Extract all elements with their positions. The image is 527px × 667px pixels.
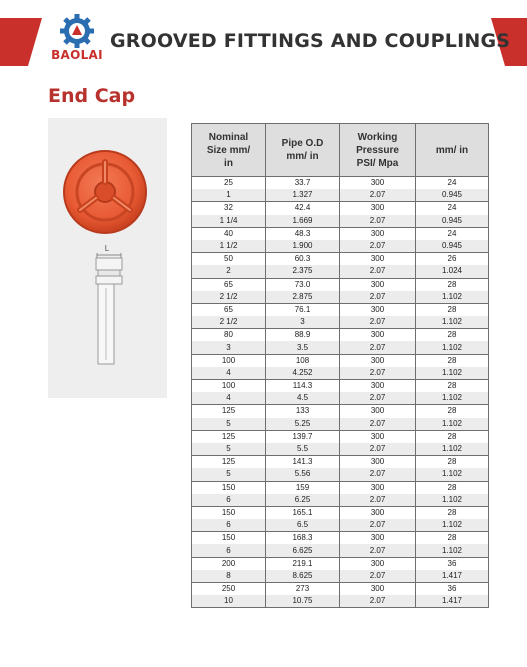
length-metric-cell: 28	[416, 456, 489, 469]
table-row-metric	[192, 354, 489, 367]
working-pressure-metric-cell: 300	[340, 506, 416, 519]
nominal-size-imperial-cell: 6	[192, 544, 266, 557]
length-metric-cell: 24	[416, 202, 489, 215]
nominal-size-imperial-cell: 5	[192, 418, 266, 431]
working-pressure-imperial-cell: 2.07	[340, 494, 416, 507]
working-pressure-imperial-cell: 2.07	[340, 595, 416, 608]
length-imperial-cell: 1.102	[416, 316, 489, 329]
nominal-size-imperial-cell: 6	[192, 494, 266, 507]
pipe-od-imperial-cell: 10.75	[266, 595, 340, 608]
nominal-size-imperial-cell: 6	[192, 519, 266, 532]
gear-icon	[50, 14, 104, 48]
length-imperial-cell: 1.024	[416, 265, 489, 278]
length-imperial-cell: 0.945	[416, 215, 489, 228]
table-row-imperial	[192, 392, 489, 405]
table-row-imperial	[192, 544, 489, 557]
working-pressure-imperial-cell: 2.07	[340, 418, 416, 431]
pipe-od-imperial-cell: 3.5	[266, 341, 340, 354]
pipe-od-imperial-cell: 4.252	[266, 367, 340, 380]
pipe-od-imperial-cell: 3	[266, 316, 340, 329]
table-row-metric	[192, 227, 489, 240]
length-imperial-cell: 0.945	[416, 189, 489, 202]
length-imperial-cell: 1.102	[416, 494, 489, 507]
working-pressure-metric-cell: 300	[340, 329, 416, 342]
nominal-size-metric-cell: 125	[192, 405, 266, 418]
table-row-imperial	[192, 443, 489, 456]
table-row-metric	[192, 532, 489, 545]
working-pressure-metric-cell: 300	[340, 380, 416, 393]
pipe-od-metric-cell: 219.1	[266, 557, 340, 570]
table-row-metric	[192, 380, 489, 393]
table-row-imperial	[192, 418, 489, 431]
working-pressure-metric-cell: 300	[340, 557, 416, 570]
working-pressure-imperial-cell: 2.07	[340, 468, 416, 481]
table-row-metric	[192, 481, 489, 494]
table-row-metric	[192, 430, 489, 443]
table-row-metric	[192, 405, 489, 418]
header-length	[416, 124, 489, 177]
length-metric-cell: 36	[416, 557, 489, 570]
nominal-size-metric-cell: 100	[192, 380, 266, 393]
table-row-imperial	[192, 291, 489, 304]
working-pressure-metric-cell: 300	[340, 405, 416, 418]
table-row-imperial	[192, 494, 489, 507]
pipe-od-metric-cell: 73.0	[266, 278, 340, 291]
pipe-od-metric-cell: 88.9	[266, 329, 340, 342]
table-row-metric	[192, 177, 489, 190]
length-dimension-label: L	[104, 244, 110, 253]
nominal-size-metric-cell: 65	[192, 303, 266, 316]
length-imperial-cell: 1.102	[416, 392, 489, 405]
length-metric-cell: 28	[416, 405, 489, 418]
nominal-size-imperial-cell: 5	[192, 443, 266, 456]
nominal-size-metric-cell: 100	[192, 354, 266, 367]
working-pressure-imperial-cell: 2.07	[340, 570, 416, 583]
pipe-od-imperial-cell: 6.625	[266, 544, 340, 557]
length-metric-cell: 24	[416, 227, 489, 240]
pipe-od-imperial-cell: 2.875	[266, 291, 340, 304]
pipe-od-metric-cell: 139.7	[266, 430, 340, 443]
length-imperial-cell: 1.102	[416, 418, 489, 431]
working-pressure-imperial-cell: 2.07	[340, 240, 416, 253]
length-metric-cell: 36	[416, 583, 489, 596]
brand-name: BAOLAI	[51, 48, 103, 62]
header-pipe-od-text: Pipe O.D mm/ in	[281, 138, 324, 162]
table-row-metric	[192, 303, 489, 316]
length-metric-cell: 28	[416, 303, 489, 316]
table-row-imperial	[192, 265, 489, 278]
header-length-text: mm/ in	[435, 144, 469, 156]
pipe-od-metric-cell: 168.3	[266, 532, 340, 545]
table-row-metric	[192, 278, 489, 291]
nominal-size-metric-cell: 125	[192, 456, 266, 469]
table-row-imperial	[192, 341, 489, 354]
length-metric-cell: 28	[416, 481, 489, 494]
header-nominal-size-text: Nominal Size mm/ in	[206, 131, 251, 169]
table-row-imperial	[192, 240, 489, 253]
brand-logo	[50, 14, 104, 64]
spec-table-body	[192, 177, 489, 608]
working-pressure-imperial-cell: 2.07	[340, 367, 416, 380]
header-nominal-size	[192, 124, 266, 177]
pipe-od-metric-cell: 114.3	[266, 380, 340, 393]
working-pressure-imperial-cell: 2.07	[340, 316, 416, 329]
working-pressure-imperial-cell: 2.07	[340, 341, 416, 354]
working-pressure-metric-cell: 300	[340, 202, 416, 215]
nominal-size-imperial-cell: 1	[192, 189, 266, 202]
length-metric-cell: 28	[416, 329, 489, 342]
working-pressure-imperial-cell: 2.07	[340, 215, 416, 228]
working-pressure-imperial-cell: 2.07	[340, 189, 416, 202]
pipe-od-metric-cell: 165.1	[266, 506, 340, 519]
header-working-pressure	[340, 124, 416, 177]
length-metric-cell: 28	[416, 430, 489, 443]
working-pressure-imperial-cell: 2.07	[340, 392, 416, 405]
length-imperial-cell: 1.417	[416, 570, 489, 583]
working-pressure-metric-cell: 300	[340, 583, 416, 596]
pipe-od-metric-cell: 60.3	[266, 253, 340, 266]
length-metric-cell: 28	[416, 506, 489, 519]
nominal-size-metric-cell: 150	[192, 506, 266, 519]
table-row-metric	[192, 202, 489, 215]
page-title: GROOVED FITTINGS AND COUPLINGS	[110, 30, 511, 52]
end-cap-photo	[64, 151, 146, 233]
pipe-od-imperial-cell: 5.56	[266, 468, 340, 481]
nominal-size-imperial-cell: 5	[192, 468, 266, 481]
pipe-od-imperial-cell: 6.5	[266, 519, 340, 532]
nominal-size-imperial-cell: 3	[192, 341, 266, 354]
pipe-od-imperial-cell: 5.25	[266, 418, 340, 431]
nominal-size-imperial-cell: 2 1/2	[192, 291, 266, 304]
pipe-od-imperial-cell: 1.900	[266, 240, 340, 253]
nominal-size-imperial-cell: 8	[192, 570, 266, 583]
table-row-metric	[192, 329, 489, 342]
length-metric-cell: 28	[416, 278, 489, 291]
table-row-imperial	[192, 519, 489, 532]
working-pressure-metric-cell: 300	[340, 481, 416, 494]
pipe-od-imperial-cell: 5.5	[266, 443, 340, 456]
nominal-size-imperial-cell: 2 1/2	[192, 316, 266, 329]
nominal-size-imperial-cell: 1 1/4	[192, 215, 266, 228]
table-row-metric	[192, 253, 489, 266]
nominal-size-metric-cell: 150	[192, 532, 266, 545]
length-imperial-cell: 1.102	[416, 341, 489, 354]
length-imperial-cell: 1.102	[416, 519, 489, 532]
table-row-imperial	[192, 570, 489, 583]
working-pressure-imperial-cell: 2.07	[340, 544, 416, 557]
nominal-size-imperial-cell: 1 1/2	[192, 240, 266, 253]
spec-table	[191, 123, 489, 608]
length-imperial-cell: 1.102	[416, 544, 489, 557]
working-pressure-imperial-cell: 2.07	[340, 443, 416, 456]
working-pressure-metric-cell: 300	[340, 430, 416, 443]
nominal-size-metric-cell: 150	[192, 481, 266, 494]
working-pressure-metric-cell: 300	[340, 227, 416, 240]
pipe-od-imperial-cell: 6.25	[266, 494, 340, 507]
length-metric-cell: 28	[416, 354, 489, 367]
table-row-imperial	[192, 215, 489, 228]
table-row-imperial	[192, 189, 489, 202]
nominal-size-metric-cell: 25	[192, 177, 266, 190]
nominal-size-metric-cell: 250	[192, 583, 266, 596]
end-cap-section-diagram	[96, 253, 122, 364]
nominal-size-imperial-cell: 10	[192, 595, 266, 608]
section-title: End Cap	[48, 85, 136, 107]
pipe-od-imperial-cell: 1.327	[266, 189, 340, 202]
nominal-size-metric-cell: 80	[192, 329, 266, 342]
pipe-od-metric-cell: 133	[266, 405, 340, 418]
header-left-banner	[0, 18, 42, 66]
table-row-imperial	[192, 595, 489, 608]
length-metric-cell: 28	[416, 380, 489, 393]
nominal-size-imperial-cell: 2	[192, 265, 266, 278]
table-row-metric	[192, 456, 489, 469]
length-imperial-cell: 0.945	[416, 240, 489, 253]
nominal-size-metric-cell: 65	[192, 278, 266, 291]
working-pressure-metric-cell: 300	[340, 354, 416, 367]
working-pressure-metric-cell: 300	[340, 303, 416, 316]
table-row-metric	[192, 557, 489, 570]
table-header-row	[192, 124, 489, 177]
nominal-size-metric-cell: 32	[192, 202, 266, 215]
pipe-od-imperial-cell: 8.625	[266, 570, 340, 583]
length-imperial-cell: 1.102	[416, 291, 489, 304]
working-pressure-imperial-cell: 2.07	[340, 519, 416, 532]
header-working-pressure-text: Working Pressure PSI/ Mpa	[356, 131, 399, 169]
nominal-size-imperial-cell: 4	[192, 367, 266, 380]
pipe-od-metric-cell: 42.4	[266, 202, 340, 215]
nominal-size-metric-cell: 200	[192, 557, 266, 570]
nominal-size-metric-cell: 50	[192, 253, 266, 266]
pipe-od-metric-cell: 33.7	[266, 177, 340, 190]
working-pressure-metric-cell: 300	[340, 532, 416, 545]
table-row-metric	[192, 506, 489, 519]
pipe-od-metric-cell: 48.3	[266, 227, 340, 240]
nominal-size-metric-cell: 40	[192, 227, 266, 240]
length-imperial-cell: 1.102	[416, 367, 489, 380]
header-pipe-od	[266, 124, 340, 177]
length-imperial-cell: 1.417	[416, 595, 489, 608]
product-image-panel	[48, 118, 167, 398]
working-pressure-imperial-cell: 2.07	[340, 291, 416, 304]
table-row-metric	[192, 583, 489, 596]
working-pressure-imperial-cell: 2.07	[340, 265, 416, 278]
working-pressure-metric-cell: 300	[340, 456, 416, 469]
pipe-od-metric-cell: 159	[266, 481, 340, 494]
nominal-size-imperial-cell: 4	[192, 392, 266, 405]
pipe-od-metric-cell: 108	[266, 354, 340, 367]
table-row-imperial	[192, 316, 489, 329]
table-row-imperial	[192, 468, 489, 481]
pipe-od-metric-cell: 141.3	[266, 456, 340, 469]
table-row-imperial	[192, 367, 489, 380]
pipe-od-imperial-cell: 4.5	[266, 392, 340, 405]
end-cap-illustration	[48, 118, 167, 398]
length-metric-cell: 26	[416, 253, 489, 266]
working-pressure-metric-cell: 300	[340, 253, 416, 266]
pipe-od-imperial-cell: 1.669	[266, 215, 340, 228]
length-metric-cell: 24	[416, 177, 489, 190]
pipe-od-metric-cell: 273	[266, 583, 340, 596]
length-imperial-cell: 1.102	[416, 443, 489, 456]
nominal-size-metric-cell: 125	[192, 430, 266, 443]
length-imperial-cell: 1.102	[416, 468, 489, 481]
length-metric-cell: 28	[416, 532, 489, 545]
working-pressure-metric-cell: 300	[340, 278, 416, 291]
working-pressure-metric-cell: 300	[340, 177, 416, 190]
pipe-od-metric-cell: 76.1	[266, 303, 340, 316]
pipe-od-imperial-cell: 2.375	[266, 265, 340, 278]
